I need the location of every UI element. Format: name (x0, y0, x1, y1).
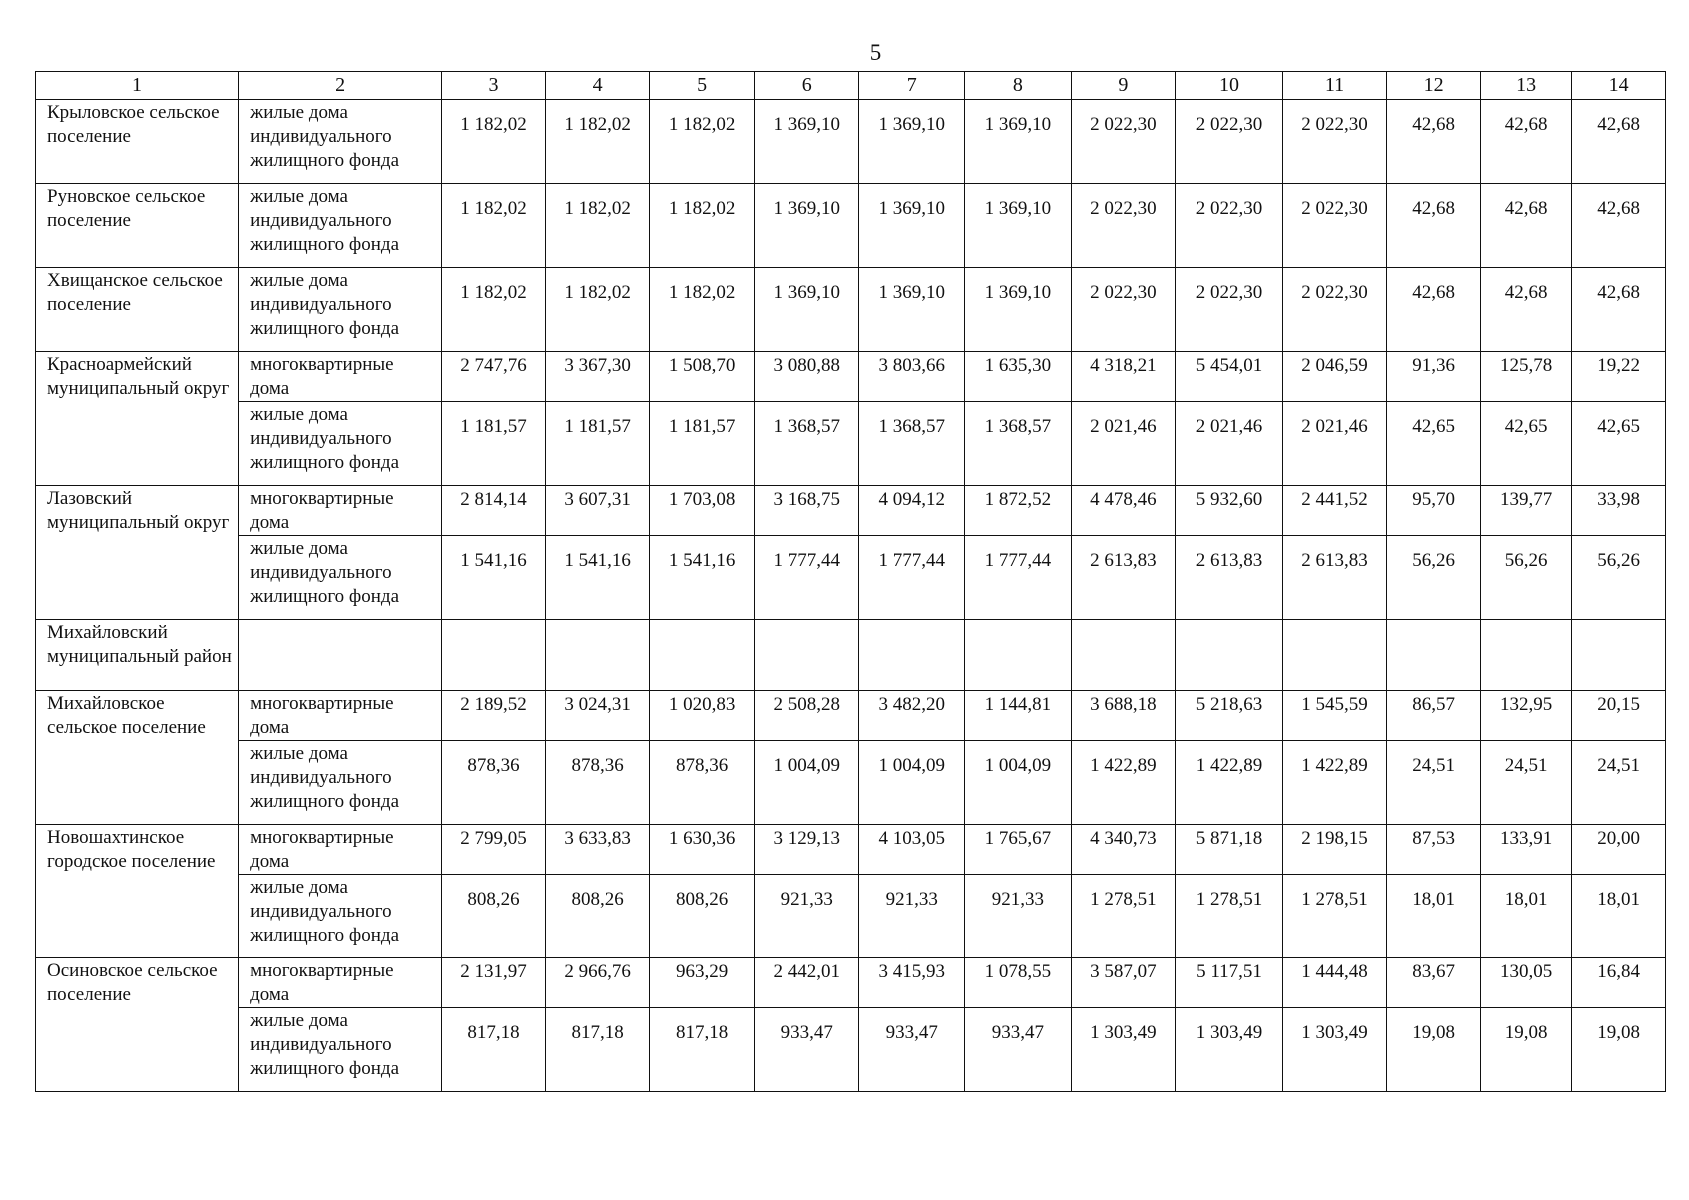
tariff-value: 24,51 (1387, 741, 1481, 825)
column-number: 5 (650, 72, 755, 100)
tariff-value: 1 182,02 (442, 184, 546, 268)
tariff-value: 1 144,81 (965, 691, 1072, 741)
tariff-value: 1 303,49 (1071, 1008, 1176, 1092)
tariff-value: 16,84 (1572, 958, 1666, 1008)
tariff-value: 4 318,21 (1071, 352, 1176, 402)
tariff-value: 5 871,18 (1176, 825, 1283, 875)
tariff-value: 1 004,09 (965, 741, 1072, 825)
municipality-name: Хвищанское сельское поселение (36, 268, 239, 352)
tariff-value: 42,68 (1387, 100, 1481, 184)
housing-type: жилые дома индивидуального жилищного фонда (239, 184, 442, 268)
housing-type (239, 620, 442, 691)
tariff-value: 42,68 (1387, 184, 1481, 268)
tariff-value: 1 182,02 (545, 100, 650, 184)
tariff-value: 3 607,31 (545, 486, 650, 536)
tariff-value: 1 444,48 (1282, 958, 1387, 1008)
tariff-value: 3 688,18 (1071, 691, 1176, 741)
tariff-value: 2 021,46 (1282, 402, 1387, 486)
tariff-value: 2 022,30 (1282, 268, 1387, 352)
tariff-value: 1 368,57 (859, 402, 965, 486)
municipality-name: Крыловское сельское поселение (36, 100, 239, 184)
tariff-value: 1 422,89 (1071, 741, 1176, 825)
tariff-value: 24,51 (1480, 741, 1572, 825)
tariff-value (965, 620, 1072, 691)
housing-type: жилые дома индивидуального жилищного фонда (239, 536, 442, 620)
tariff-value: 19,08 (1480, 1008, 1572, 1092)
column-number: 1 (36, 72, 239, 100)
tariff-value: 1 369,10 (754, 184, 859, 268)
tariff-value: 5 218,63 (1176, 691, 1283, 741)
tariff-value: 1 422,89 (1282, 741, 1387, 825)
table-row (36, 352, 1666, 402)
tariff-value: 1 545,59 (1282, 691, 1387, 741)
tariff-value: 42,68 (1480, 184, 1572, 268)
tariff-value: 808,26 (545, 875, 650, 958)
tariff-value: 42,68 (1572, 268, 1666, 352)
column-number: 2 (239, 72, 442, 100)
tariff-value: 33,98 (1572, 486, 1666, 536)
tariff-value: 808,26 (650, 875, 755, 958)
tariff-value (650, 620, 755, 691)
tariff-value: 1 369,10 (965, 268, 1072, 352)
tariff-value: 1 777,44 (965, 536, 1072, 620)
tariff-value: 3 129,13 (754, 825, 859, 875)
column-number: 11 (1282, 72, 1387, 100)
tariff-value: 1 303,49 (1282, 1008, 1387, 1092)
tariff-value: 1 278,51 (1071, 875, 1176, 958)
tariff-value: 19,08 (1387, 1008, 1481, 1092)
tariff-value: 125,78 (1480, 352, 1572, 402)
tariff-value: 1 369,10 (859, 268, 965, 352)
tariff-value: 921,33 (754, 875, 859, 958)
tariff-value: 1 765,67 (965, 825, 1072, 875)
tariff-value: 5 117,51 (1176, 958, 1283, 1008)
tariff-value (1071, 620, 1176, 691)
tariff-value: 1 369,10 (859, 184, 965, 268)
tariff-value: 1 369,10 (859, 100, 965, 184)
tariff-value: 2 022,30 (1176, 268, 1283, 352)
column-number: 9 (1071, 72, 1176, 100)
tariff-value: 139,77 (1480, 486, 1572, 536)
tariff-value: 4 094,12 (859, 486, 965, 536)
table-row (36, 691, 1666, 741)
tariff-value: 1 278,51 (1176, 875, 1283, 958)
tariff-value: 2 613,83 (1282, 536, 1387, 620)
housing-type: многоквартирные дома (239, 352, 442, 402)
tariff-value: 3 367,30 (545, 352, 650, 402)
tariff-value: 3 168,75 (754, 486, 859, 536)
tariff-value: 18,01 (1387, 875, 1481, 958)
housing-type: жилые дома индивидуального жилищного фонда (239, 100, 442, 184)
housing-type: жилые дома индивидуального жилищного фонда (239, 1008, 442, 1092)
tariff-value: 1 182,02 (545, 268, 650, 352)
tariff-value: 1 541,16 (545, 536, 650, 620)
municipality-name: Лазовский муниципальный округ (36, 486, 239, 620)
municipality-name: Михайловское сельское поселение (36, 691, 239, 825)
tariff-value: 1 369,10 (965, 184, 1072, 268)
tariff-value: 18,01 (1572, 875, 1666, 958)
column-number: 6 (754, 72, 859, 100)
table-row (36, 402, 1666, 486)
tariff-value: 42,68 (1572, 184, 1666, 268)
tariff-value: 5 932,60 (1176, 486, 1283, 536)
tariff-value: 817,18 (442, 1008, 546, 1092)
tariff-value: 1 004,09 (754, 741, 859, 825)
tariff-value: 42,68 (1387, 268, 1481, 352)
tariff-value: 19,08 (1572, 1008, 1666, 1092)
column-number: 10 (1176, 72, 1283, 100)
tariff-value (859, 620, 965, 691)
tariff-value: 3 024,31 (545, 691, 650, 741)
tariff-value: 4 478,46 (1071, 486, 1176, 536)
tariff-value: 1 303,49 (1176, 1008, 1283, 1092)
column-number: 13 (1480, 72, 1572, 100)
tariff-value: 130,05 (1480, 958, 1572, 1008)
column-number: 14 (1572, 72, 1666, 100)
tariff-value (1480, 620, 1572, 691)
tariff-value: 1 508,70 (650, 352, 755, 402)
tariff-value: 1 278,51 (1282, 875, 1387, 958)
tariff-value: 817,18 (545, 1008, 650, 1092)
housing-type: жилые дома индивидуального жилищного фонда (239, 875, 442, 958)
tariff-value: 2 613,83 (1176, 536, 1283, 620)
page-number: 5 (869, 40, 882, 65)
tariff-value: 83,67 (1387, 958, 1481, 1008)
tariff-value: 1 368,57 (965, 402, 1072, 486)
tariff-value: 2 814,14 (442, 486, 546, 536)
tariff-table (35, 71, 1666, 1092)
tariff-value: 2 799,05 (442, 825, 546, 875)
tariff-value: 91,36 (1387, 352, 1481, 402)
tariff-value (545, 620, 650, 691)
tariff-value: 1 181,57 (442, 402, 546, 486)
municipality-name: Михайловский муниципальный район (36, 620, 239, 691)
tariff-value: 2 198,15 (1282, 825, 1387, 875)
tariff-value: 1 182,02 (545, 184, 650, 268)
tariff-value: 5 454,01 (1176, 352, 1283, 402)
tariff-value: 4 103,05 (859, 825, 965, 875)
tariff-value: 2 189,52 (442, 691, 546, 741)
tariff-value (1282, 620, 1387, 691)
tariff-value: 1 541,16 (442, 536, 546, 620)
tariff-value: 1 872,52 (965, 486, 1072, 536)
tariff-value: 1 181,57 (650, 402, 755, 486)
tariff-value: 963,29 (650, 958, 755, 1008)
table-row (36, 741, 1666, 825)
tariff-value: 1 703,08 (650, 486, 755, 536)
tariff-value: 4 340,73 (1071, 825, 1176, 875)
housing-type: многоквартирные дома (239, 958, 442, 1008)
tariff-value: 1 369,10 (754, 268, 859, 352)
table-row (36, 825, 1666, 875)
column-number: 12 (1387, 72, 1481, 100)
tariff-value: 2 021,46 (1071, 402, 1176, 486)
tariff-value: 3 080,88 (754, 352, 859, 402)
tariff-value (754, 620, 859, 691)
tariff-value: 2 747,76 (442, 352, 546, 402)
tariff-value: 2 441,52 (1282, 486, 1387, 536)
tariff-value: 18,01 (1480, 875, 1572, 958)
tariff-value: 42,68 (1480, 268, 1572, 352)
tariff-value: 2 966,76 (545, 958, 650, 1008)
tariff-value: 2 442,01 (754, 958, 859, 1008)
tariff-value: 86,57 (1387, 691, 1481, 741)
table-row (36, 958, 1666, 1008)
municipality-name: Новошахтинское городское поселение (36, 825, 239, 958)
tariff-value: 1 777,44 (754, 536, 859, 620)
tariff-value: 933,47 (859, 1008, 965, 1092)
housing-type: многоквартирные дома (239, 486, 442, 536)
tariff-value (1572, 620, 1666, 691)
tariff-value: 2 022,30 (1176, 100, 1283, 184)
tariff-value: 3 587,07 (1071, 958, 1176, 1008)
tariff-value: 1 777,44 (859, 536, 965, 620)
tariff-value: 1 020,83 (650, 691, 755, 741)
tariff-value: 2 613,83 (1071, 536, 1176, 620)
tariff-value: 24,51 (1572, 741, 1666, 825)
tariff-value: 132,95 (1480, 691, 1572, 741)
housing-type: жилые дома индивидуального жилищного фонда (239, 268, 442, 352)
table-row (36, 486, 1666, 536)
tariff-value: 1 541,16 (650, 536, 755, 620)
tariff-value: 133,91 (1480, 825, 1572, 875)
tariff-value: 20,15 (1572, 691, 1666, 741)
tariff-value: 933,47 (965, 1008, 1072, 1092)
municipality-name: Красноармейский муниципальный округ (36, 352, 239, 486)
tariff-value: 1 078,55 (965, 958, 1072, 1008)
tariff-value: 1 368,57 (754, 402, 859, 486)
tariff-value: 95,70 (1387, 486, 1481, 536)
tariff-value: 42,68 (1572, 100, 1666, 184)
column-number: 7 (859, 72, 965, 100)
tariff-value: 933,47 (754, 1008, 859, 1092)
tariff-value: 1 004,09 (859, 741, 965, 825)
tariff-value: 1 635,30 (965, 352, 1072, 402)
tariff-value: 2 022,30 (1071, 184, 1176, 268)
table-row (36, 536, 1666, 620)
tariff-value: 2 022,30 (1071, 268, 1176, 352)
table-row (36, 1008, 1666, 1092)
tariff-value: 2 046,59 (1282, 352, 1387, 402)
tariff-value: 1 422,89 (1176, 741, 1283, 825)
table-row (36, 620, 1666, 691)
tariff-value: 921,33 (965, 875, 1072, 958)
tariff-value: 878,36 (545, 741, 650, 825)
municipality-name: Руновское сельское поселение (36, 184, 239, 268)
municipality-name: Осиновское сельское поселение (36, 958, 239, 1092)
tariff-value: 3 633,83 (545, 825, 650, 875)
tariff-value: 2 022,30 (1282, 100, 1387, 184)
tariff-value: 808,26 (442, 875, 546, 958)
tariff-value: 1 182,02 (650, 268, 755, 352)
tariff-value: 42,68 (1480, 100, 1572, 184)
column-number: 3 (442, 72, 546, 100)
tariff-value: 42,65 (1387, 402, 1481, 486)
tariff-value: 1 181,57 (545, 402, 650, 486)
housing-type: многоквартирные дома (239, 691, 442, 741)
table-row (36, 100, 1666, 184)
column-number: 8 (965, 72, 1072, 100)
tariff-value: 1 182,02 (650, 184, 755, 268)
housing-type: многоквартирные дома (239, 825, 442, 875)
housing-type: жилые дома индивидуального жилищного фонда (239, 402, 442, 486)
tariff-value: 1 182,02 (442, 268, 546, 352)
tariff-value: 2 131,97 (442, 958, 546, 1008)
tariff-value: 56,26 (1387, 536, 1481, 620)
column-number-row (36, 72, 1666, 100)
tariff-value: 3 482,20 (859, 691, 965, 741)
tariff-value: 2 022,30 (1071, 100, 1176, 184)
table-row (36, 268, 1666, 352)
tariff-value: 921,33 (859, 875, 965, 958)
tariff-value (442, 620, 546, 691)
tariff-value: 20,00 (1572, 825, 1666, 875)
tariff-value: 56,26 (1572, 536, 1666, 620)
tariff-value: 19,22 (1572, 352, 1666, 402)
column-number: 4 (545, 72, 650, 100)
tariff-value: 3 803,66 (859, 352, 965, 402)
tariff-value: 2 021,46 (1176, 402, 1283, 486)
tariff-value: 56,26 (1480, 536, 1572, 620)
table-row (36, 184, 1666, 268)
tariff-value: 878,36 (442, 741, 546, 825)
table-row (36, 875, 1666, 958)
tariff-value: 1 369,10 (754, 100, 859, 184)
tariff-value (1176, 620, 1283, 691)
tariff-value: 878,36 (650, 741, 755, 825)
tariff-value: 87,53 (1387, 825, 1481, 875)
tariff-value: 3 415,93 (859, 958, 965, 1008)
housing-type: жилые дома индивидуального жилищного фонда (239, 741, 442, 825)
tariff-value: 1 630,36 (650, 825, 755, 875)
tariff-value: 2 022,30 (1176, 184, 1283, 268)
tariff-value: 2 022,30 (1282, 184, 1387, 268)
tariff-value: 817,18 (650, 1008, 755, 1092)
tariff-value (1387, 620, 1481, 691)
tariff-value: 1 182,02 (442, 100, 546, 184)
tariff-value: 1 369,10 (965, 100, 1072, 184)
tariff-value: 1 182,02 (650, 100, 755, 184)
tariff-value: 42,65 (1480, 402, 1572, 486)
tariff-value: 42,65 (1572, 402, 1666, 486)
tariff-value: 2 508,28 (754, 691, 859, 741)
